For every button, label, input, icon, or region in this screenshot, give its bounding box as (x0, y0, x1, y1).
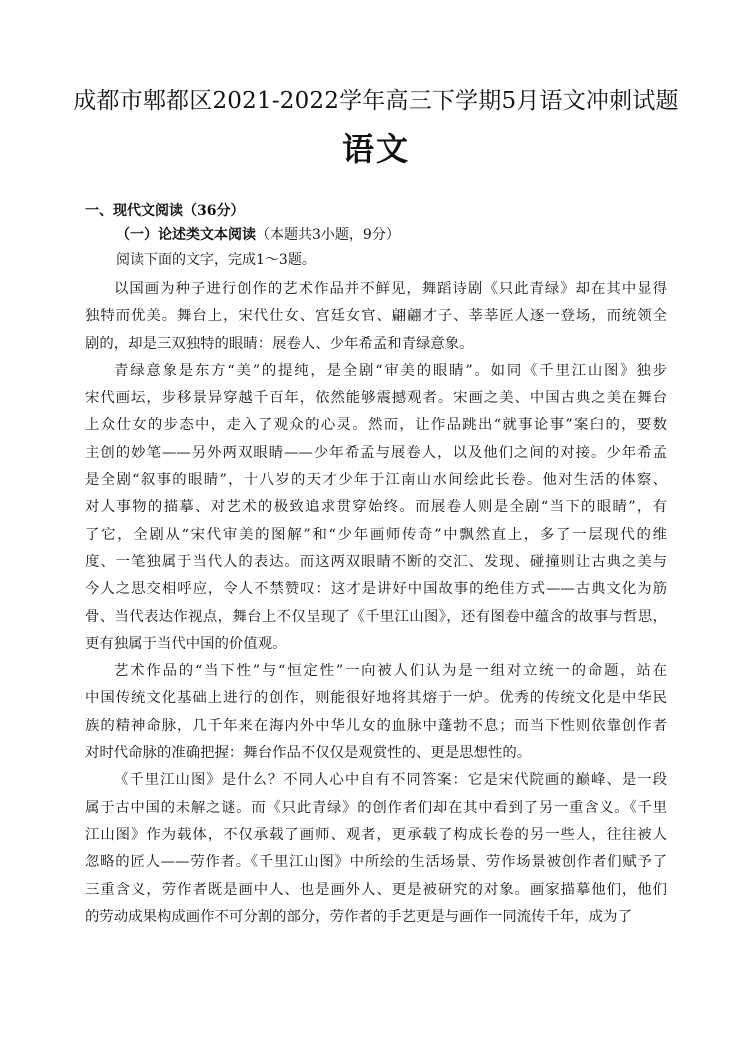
paragraph-line: 的劳动成果构成画作不可分割的部分，劳作者的手艺更是与画作一同流传千年，成为了 (85, 908, 632, 925)
paragraph-line: 剧的，却是三双独特的眼睛：展卷人、少年希孟和青绿意象。 (85, 335, 474, 352)
paragraph-line: 独特而优美。舞台上，宋代仕女、宫廷女官、翩翩才子、莘莘匠人逐一登场，而统领全 (85, 308, 667, 325)
paragraph-line: 青绿意象是东方“美”的提纯，是全剧“审美的眼睛”。如同《千里江山图》独步 (114, 362, 667, 379)
paragraph-line: 江山图》作为载体，不仅承载了画师、观者，更承载了构成长卷的另一些人，往往被人 (85, 826, 667, 843)
paragraph (85, 276, 667, 358)
paragraph (85, 767, 667, 931)
paragraph-line: 族的精神命脉，几千年来在海内外中华儿女的血脉中蓬勃不息；而当下性则依靠创作者 (85, 717, 667, 734)
paragraph-line: 中国传统文化基础上进行的创作，则能很好地将其熔于一炉。优秀的传统文化是中华民 (85, 690, 667, 707)
paragraph-line: 忽略的匠人——劳作者。《千里江山图》中所绘的生活场景、劳作场景被创作者们赋予了 (85, 854, 667, 871)
paragraph-line: 以国画为种子进行创作的艺术作品并不鲜见，舞蹈诗剧《只此青绿》却在其中显得 (114, 281, 667, 297)
paragraph-line: 骨、当代表达作视点，舞台上不仅呈现了《千里江山图》，还有图卷中蕴含的故事与哲思， (85, 608, 667, 625)
reading-instruction: 阅读下面的文字，完成1～3题。 (116, 252, 316, 268)
part-heading (116, 224, 400, 244)
paragraph-line: 度、一笔独属于当代人的表达。而这两双眼睛不断的交汇、发现、碰撞则让古典之美与 (85, 553, 667, 570)
passage-body (85, 276, 667, 931)
paragraph-line: 三重含义，劳作者既是画中人、也是画外人、更是被研究的对象。画家描摹他们，他们 (85, 881, 667, 898)
paragraph-line: 更有独属于当代中国的价值观。 (85, 635, 287, 652)
section-heading: 一、现代文阅读（36分） (85, 203, 245, 219)
part-label: （一）论述类文本阅读 (116, 227, 256, 243)
paragraph-line: 宋代画坛，步移景异穿越千百年，依然能够震撼观者。宋画之美、中国古典之美在舞台 (85, 390, 667, 407)
exam-title: 成都市郫都区2021-2022学年高三下学期5月语文冲刺试题 (73, 88, 679, 114)
paragraph-line: 属于古中国的未解之谜。而《只此青绿》的创作者们却在其中看到了另一重含义。《千里 (85, 799, 667, 816)
part-note: （本题共3小题，9分） (256, 227, 400, 243)
paragraph-line: 今人之思交相呼应，令人不禁赞叹：这才是讲好中国故事的绝佳方式——古典文化为筋 (85, 581, 667, 598)
paragraph-line: 上众仕女的步态中，走入了观众的心灵。然而，让作品跳出“就事论事”案臼的，要数 (85, 417, 667, 434)
paragraph-line: 主创的妙笔——另外两双眼睛——少年希孟与展卷人，以及他们之间的对接。少年希孟 (85, 444, 667, 461)
paragraph-line: 是全剧“叙事的眼睛”，十八岁的天才少年于江南山水间绘此长卷。他对生活的体察、 (85, 472, 667, 489)
paragraph (85, 658, 667, 767)
subject-title: 语文 (341, 130, 410, 168)
paragraph-line: 对时代命脉的准确把握：舞台作品不仅仅是观赏性的、更是思想性的。 (85, 745, 532, 762)
paragraph-line: 《千里江山图》是什么？不同人心中自有不同答案：它是宋代院画的巅峰、是一段 (114, 772, 667, 789)
paragraph-line: 了它，全剧从“宋代审美的图解”和“少年画师传奇”中飘然直上，多了一层现代的维 (85, 526, 667, 543)
paragraph-line: 艺术作品的“当下性”与“恒定性”一向被人们认为是一组对立统一的命题，站在 (114, 663, 667, 680)
paragraph-line: 对人事物的描摹、对艺术的极致追求贯穿始终。而展卷人则是全剧“当下的眼睛”，有 (85, 499, 667, 516)
paragraph (85, 358, 667, 658)
